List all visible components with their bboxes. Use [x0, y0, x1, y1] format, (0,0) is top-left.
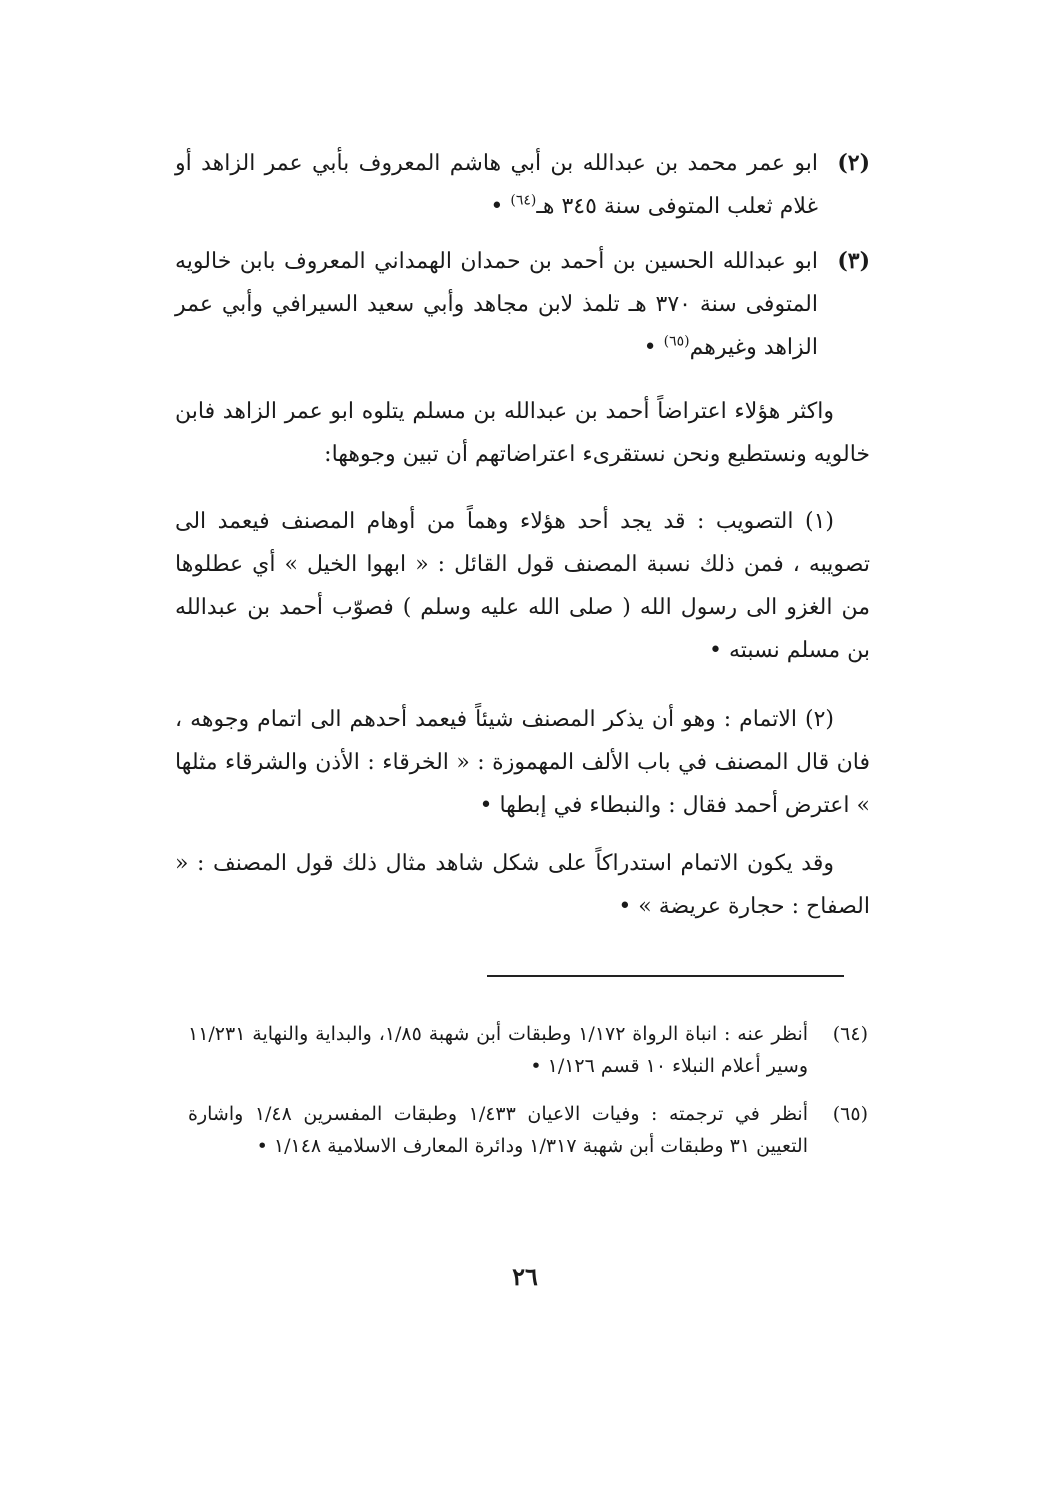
- footnote-text: أنظر في ترجمته : وفيات الاعيان ١/٤٣٣ وطبقات المفسرين ١/٤٨ واشارة التعيين ٣١ وطبقات أبن شهبة ١/٣١٧ ودائرة المعارف الاسلامية ١/١٤٨ •: [188, 1103, 808, 1157]
- item-body: ابو عبدالله الحسين بن أحمد بن حمدان الهمداني المعروف بابن خالويه المتوفى سنة ٣٧٠ هـ تلمذ لابن مجاهد وأبي سعيد السيرافي وأبي عمر الزاهد وغيرهم: [175, 249, 818, 360]
- item-number: (٣): [837, 248, 870, 274]
- item-number: (٢): [837, 150, 870, 176]
- item-end-mark: •: [643, 335, 664, 360]
- addition-paragraph: وقد يكون الاتمام استدراكاً على شكل شاهد مثال ذلك قول المصنف : « الصفاح : حجارة عريضة » •: [175, 851, 870, 919]
- footnote-reference: (٦٤): [510, 192, 537, 209]
- correction-paragraph: (١) التصويب : قد يجد أحد هؤلاء وهماً من أوهام المصنف فيعمد الى تصويبه ، فمن ذلك نسبة المصنف قول القائل : « ابهوا الخيل » أي عطلوها من الغزو الى رسول الله ( صلى الله عليه وسلم ) فصوّب أحمد بن عبدالله بن مسلم نسبته •: [175, 509, 870, 663]
- footnote-number: (٦٥): [832, 1103, 868, 1125]
- footnote: [188, 1018, 868, 1082]
- footnote-reference: (٦٥): [663, 333, 690, 350]
- item-end-mark: •: [490, 194, 511, 219]
- page-number: ٢٦: [512, 1262, 538, 1291]
- biography-item: [175, 240, 870, 369]
- item-text: [175, 142, 818, 228]
- item-text: [175, 240, 818, 369]
- biography-item: [175, 142, 870, 228]
- footnote-divider: [487, 975, 844, 977]
- footnote-text: أنظر عنه : انباة الرواة ١/١٧٢ وطبقات أبن شهبة ١/٨٥، والبداية والنهاية ١١/٢٣١ وسير أعلام النبلاء ١٠ قسم ١/١٢٦ •: [188, 1023, 809, 1077]
- completion-paragraph: (٢) الاتمام : وهو أن يذكر المصنف شيئاً فيعمد أحدهم الى اتمام وجوهه ، فان قال المصنف في باب الألف المهموزة : « الخرقاء : الأذن والشرقاء مثلها » اعترض أحمد فقال : والنبطاء في إبطها •: [175, 707, 870, 818]
- footnote: [188, 1098, 868, 1162]
- intro-paragraph: واكثر هؤلاء اعتراضاً أحمد بن عبدالله بن مسلم يتلوه ابو عمر الزاهد فابن خالويه ونستطيع ونحن نستقرىء اعتراضاتهم أن تبين وجوهها:: [175, 399, 870, 467]
- item-body: ابو عمر محمد بن عبدالله بن أبي هاشم المعروف بأبي عمر الزاهد أو غلام ثعلب المتوفى سنة ٣٤٥ هـ: [175, 151, 818, 219]
- footnote-number: (٦٤): [832, 1023, 868, 1045]
